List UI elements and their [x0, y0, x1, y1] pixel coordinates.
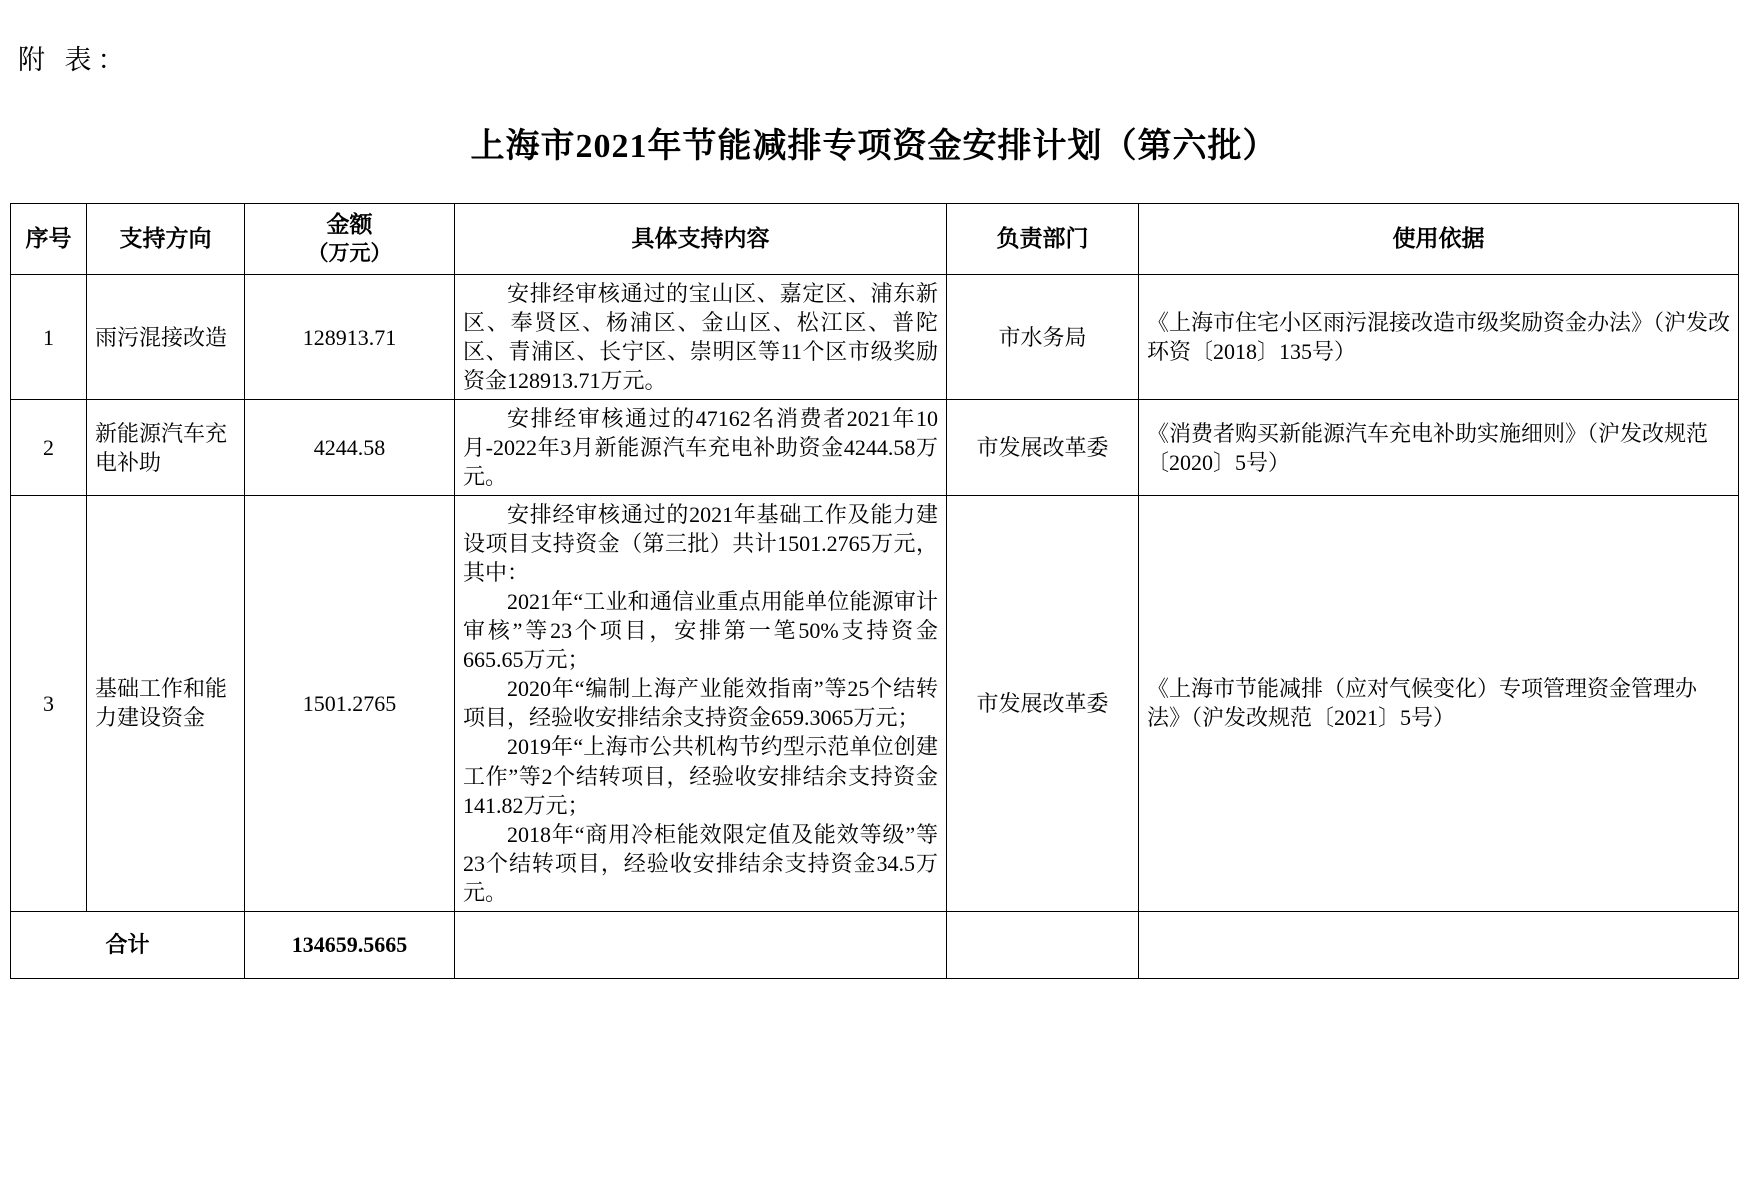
cell-department: 市发展改革委 [947, 400, 1139, 496]
table-row [11, 275, 1739, 400]
cell-department: 市发展改革委 [947, 496, 1139, 911]
table-header-row [11, 204, 1739, 275]
column-header-direction: 支持方向 [87, 204, 245, 275]
content-paragraph: 安排经审核通过的47162名消费者2021年10月-2022年3月新能源汽车充电补助资金4244.58万元。 [463, 406, 938, 490]
total-label: 合计 [11, 911, 245, 978]
funding-plan-table [10, 203, 1739, 979]
content-paragraph: 2019年“上海市公共机构节约型示范单位创建工作”等2个结转项目，经验收安排结余支持资金141.82万元； [463, 734, 938, 818]
cell-basis: 《消费者购买新能源汽车充电补助实施细则》（沪发改规范〔2020〕5号） [1139, 400, 1739, 496]
column-header-basis: 使用依据 [1139, 204, 1739, 275]
cell-seq: 2 [11, 400, 87, 496]
column-header-content: 具体支持内容 [455, 204, 947, 275]
total-content-empty [455, 911, 947, 978]
cell-content [455, 400, 947, 496]
page-title: 上海市2021年节能减排专项资金安排计划（第六批） [470, 128, 1278, 165]
content-paragraph: 安排经审核通过的2021年基础工作及能力建设项目支持资金（第三批）共计1501.2765万元，其中： [463, 502, 938, 586]
cell-seq: 1 [11, 275, 87, 400]
cell-basis: 《上海市住宅小区雨污混接改造市级奖励资金办法》（沪发改环资〔2018〕135号） [1139, 275, 1739, 400]
content-paragraph: 2018年“商用冷柜能效限定值及能效等级”等23个结转项目，经验收安排结余支持资金34.5万元。 [463, 821, 938, 905]
cell-amount: 128913.71 [245, 275, 455, 400]
cell-content [455, 496, 947, 911]
column-header-amount-line1: 金额 [326, 211, 373, 237]
cell-amount: 4244.58 [245, 400, 455, 496]
column-header-amount-unit: （万元） [307, 241, 392, 266]
content-paragraph: 2021年“工业和通信业重点用能单位能源审计审核”等23个项目，安排第一笔50%支持资金665.65万元； [463, 589, 938, 673]
attachment-label: 附 表： [18, 45, 131, 75]
content-paragraph: 安排经审核通过的宝山区、嘉定区、浦东新区、奉贤区、杨浦区、金山区、松江区、普陀区、青浦区、长宁区、崇明区等11个区市级奖励资金128913.71万元。 [463, 281, 938, 394]
content-paragraph: 2020年“编制上海产业能效指南”等25个结转项目，经验收安排结余支持资金659.3065万元； [463, 676, 938, 731]
cell-content [455, 275, 947, 400]
cell-amount: 1501.2765 [245, 496, 455, 911]
total-basis-empty [1139, 911, 1739, 978]
cell-direction: 新能源汽车充电补助 [87, 400, 245, 496]
total-amount: 134659.5665 [245, 911, 455, 978]
column-header-seq: 序号 [11, 204, 87, 275]
cell-seq: 3 [11, 496, 87, 911]
column-header-amount [245, 204, 455, 275]
column-header-department: 负责部门 [947, 204, 1139, 275]
table-total-row [11, 911, 1739, 978]
cell-direction: 雨污混接改造 [87, 275, 245, 400]
cell-department: 市水务局 [947, 275, 1139, 400]
table-row [11, 496, 1739, 911]
total-department-empty [947, 911, 1139, 978]
cell-direction: 基础工作和能力建设资金 [87, 496, 245, 911]
cell-basis: 《上海市节能减排（应对气候变化）专项管理资金管理办法》（沪发改规范〔2021〕5号） [1139, 496, 1739, 911]
table-row [11, 400, 1739, 496]
